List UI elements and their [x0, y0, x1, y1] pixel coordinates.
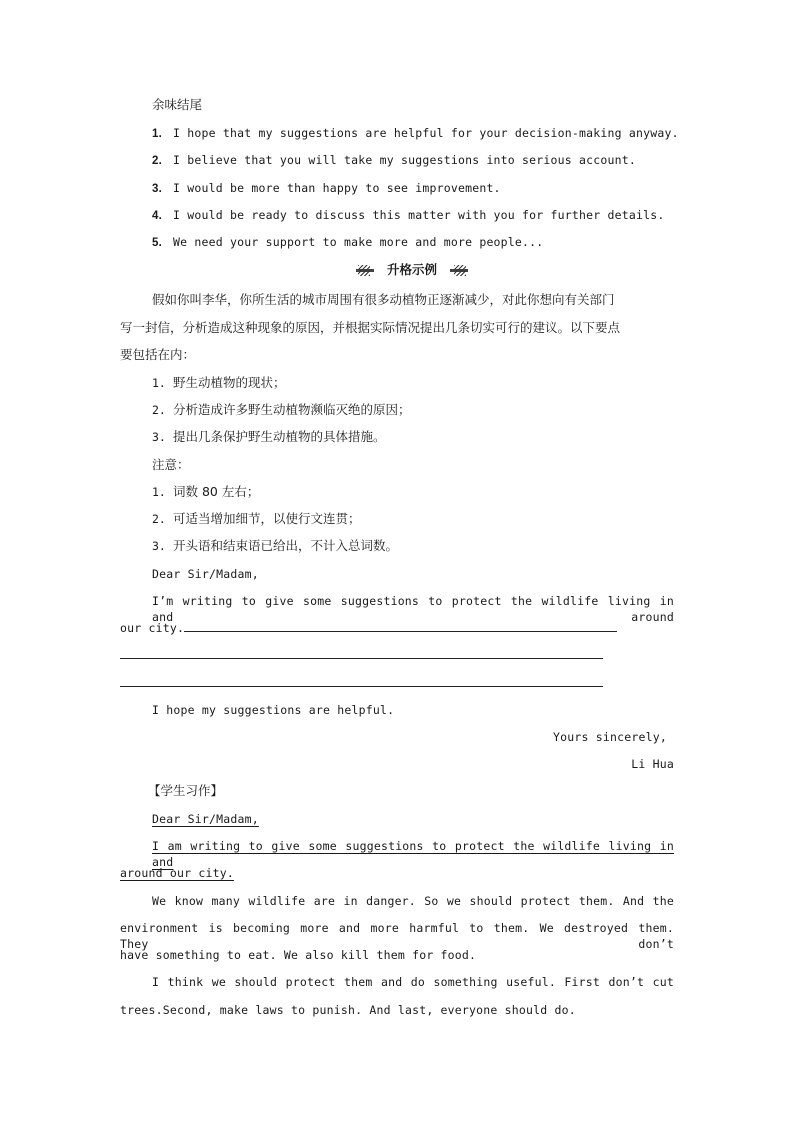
item-number: 2.	[152, 155, 162, 167]
answer-blank-line	[184, 631, 617, 632]
template-opening-end: our city.	[120, 621, 185, 635]
note-text: 词数 80 左右；	[173, 484, 260, 499]
prompt-point	[152, 429, 386, 445]
prompt-line: 写一封信，分析造成这种现象的原因，并根据实际情况提出几条切实可行的建议。以下要点	[120, 320, 621, 335]
student-work-title: 【学生习作】	[148, 783, 224, 798]
student-paragraph-line: have something to eat. We also kill them for food.	[120, 948, 477, 962]
item-number: 1.	[152, 485, 166, 499]
item-number: 5.	[152, 237, 162, 249]
section-banner	[356, 262, 468, 278]
answer-blank-line	[120, 686, 603, 687]
sentence-text: I believe that you will take my suggestions into serious account.	[173, 153, 637, 167]
point-text: 分析造成许多野生动植物濒临灭绝的原因；	[173, 402, 411, 417]
section-title: 余味结尾	[152, 97, 203, 112]
sentence-text: I would be ready to discuss this matter with you for further details.	[173, 208, 665, 222]
sentence-text: I hope that my suggestions are helpful for your decision-making anyway.	[173, 126, 679, 140]
prompt-point	[152, 402, 411, 418]
notes-title: 注意：	[152, 457, 190, 472]
item-number: 2.	[152, 403, 166, 417]
banner-title: 升格示例	[374, 262, 450, 278]
banner-hatch-left	[358, 265, 370, 276]
template-opening: I’m writing to give some suggestions to protect the wildlife living in and around	[152, 594, 674, 624]
point-text: 提出几条保护野生动植物的具体措施。	[173, 429, 386, 444]
item-number: 1.	[152, 376, 166, 390]
closing-sentence	[152, 152, 636, 169]
item-number: 1.	[152, 128, 162, 140]
student-opening: I am writing to give some suggestions to protect the wildlife living in and	[152, 839, 674, 869]
note-item	[152, 484, 259, 500]
item-number: 4.	[152, 210, 162, 222]
note-item	[152, 538, 398, 554]
closing-sentence	[152, 234, 543, 251]
student-opening-end: around our city.	[120, 866, 234, 880]
template-signoff: Yours sincerely,	[553, 730, 667, 744]
student-paragraph-line: We know many wildlife are in danger. So we should protect them. And the	[152, 894, 674, 908]
closing-sentence	[152, 207, 665, 224]
item-number: 3.	[152, 430, 166, 444]
closing-sentence	[152, 180, 501, 197]
prompt-line: 要包括在内：	[120, 347, 196, 362]
prompt-point	[152, 375, 286, 391]
banner-hatch-right	[454, 265, 466, 276]
item-number: 2.	[152, 512, 166, 526]
item-number: 3.	[152, 183, 162, 195]
note-item	[152, 511, 361, 527]
student-paragraph-line: trees.Second, make laws to punish. And last, everyone should do.	[120, 1003, 576, 1017]
note-text: 开头语和结束语已给出，不计入总词数。	[173, 538, 399, 553]
sentence-text: I would be more than happy to see improvement.	[173, 181, 501, 195]
template-name: Li Hua	[631, 757, 674, 771]
point-text: 野生动植物的现状；	[173, 375, 286, 390]
student-salutation: Dear Sir/Madam,	[152, 812, 259, 826]
closing-sentence	[152, 125, 679, 142]
sentence-text: We need your support to make more and more people...	[173, 235, 544, 249]
item-number: 3.	[152, 539, 166, 553]
template-closing: I hope my suggestions are helpful.	[152, 703, 395, 717]
prompt-line: 假如你叫李华，你所生活的城市周围有很多动植物正逐渐减少，对此你想向有关部门	[152, 292, 615, 307]
note-text: 可适当增加细节，以使行文连贯；	[173, 511, 361, 526]
student-paragraph-line: environment is becoming more and more harmful to them. We destroyed them. They don’t	[120, 921, 674, 951]
student-paragraph-line: I think we should protect them and do something useful. First don’t cut	[152, 975, 674, 989]
answer-blank-line	[120, 658, 603, 659]
template-salutation: Dear Sir/Madam,	[152, 567, 259, 581]
